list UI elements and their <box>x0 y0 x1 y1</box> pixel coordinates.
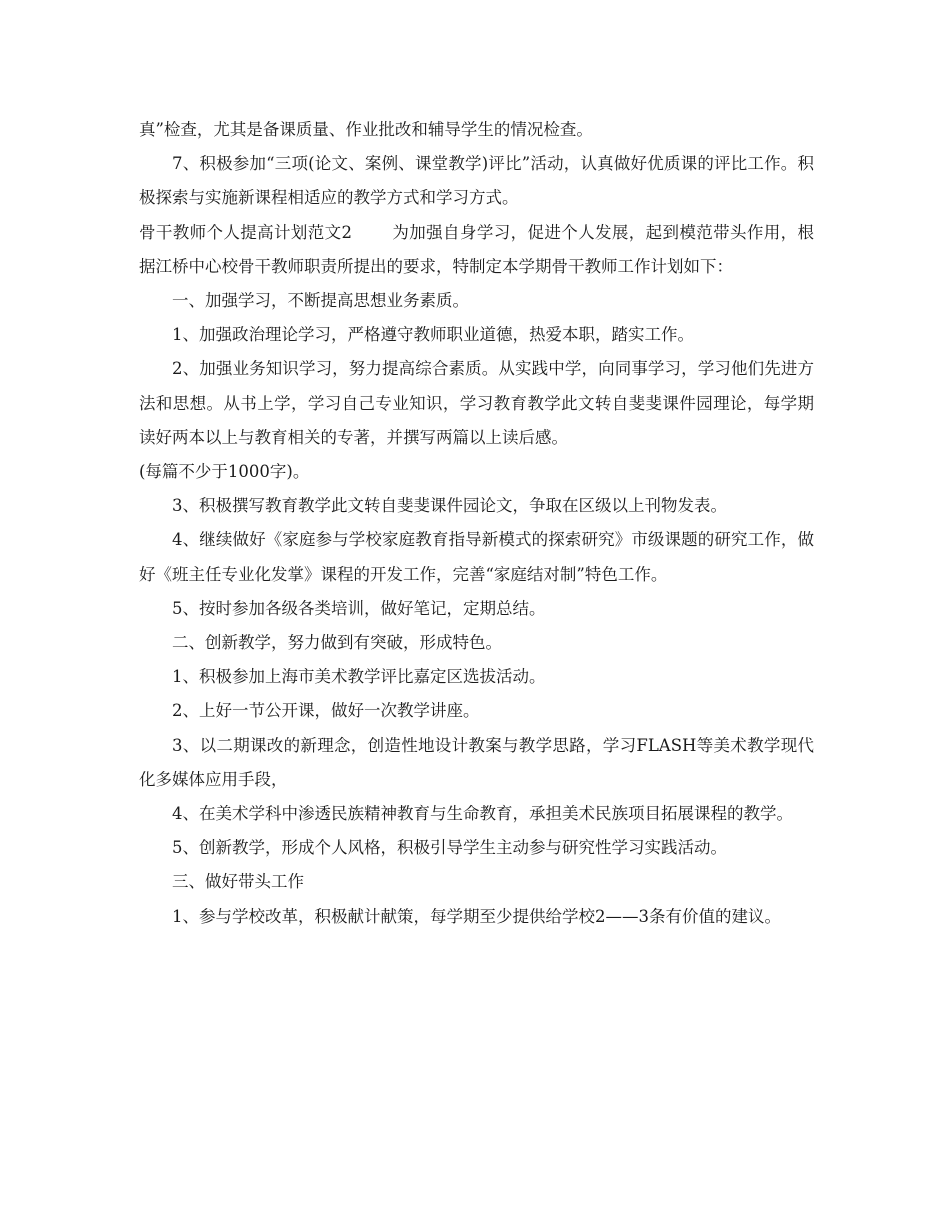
item-political-theory: 1、加强政治理论学习，严格遵守教师职业道德，热爱本职，踏实工作。 <box>172 325 694 345</box>
item-open-class: 2、上好一节公开课，做好一次教学讲座。 <box>172 701 480 721</box>
paragraph-continuation: 真”检查，尤其是备课质量、作业批改和辅导学生的情况检查。 <box>139 120 593 139</box>
section-intro-paragraph <box>139 216 814 284</box>
paragraph-item-7: 7、积极参加“三项(论文、案例、课堂教学)评比”活动，认真做好优质课的评比工作。积极探索与实施新课程相适应的教学方式和学习方式。 <box>139 154 814 208</box>
item-national-spirit: 4、在美术学科中渗透民族精神教育与生命教育，承担美术民族项目拓展课程的教学。 <box>172 804 793 824</box>
item-research-project: 4、继续做好《家庭参与学校家庭教育指导新模式的探索研究》市级课题的研究工作，做好《班主任专业化发掌》课程的开发工作，完善“家庭结对制”特色工作。 <box>139 530 814 584</box>
section-heading: 骨干教师个人提高计划范文2 <box>139 222 353 242</box>
document-body <box>139 113 814 934</box>
item-curriculum-reform: 3、以二期课改的新理念，创造性地设计教案与教学思路，学习FLASH等美术教学现代化多媒体应用手段， <box>139 735 814 789</box>
item-school-reform: 1、参与学校改革，积极献计献策，每学期至少提供给学校2——3条有价值的建议。 <box>172 906 781 926</box>
item-write-papers: 3、积极撰写教育教学此文转自斐斐课件园论文，争取在区级以上刊物发表。 <box>172 496 727 516</box>
heading-leadership: 三、做好带头工作 <box>172 872 304 892</box>
heading-innovative-teaching: 二、创新教学，努力做到有突破，形成特色。 <box>172 633 502 653</box>
section-intro: 为加强自身学习，促进个人发展，起到模范带头作用，根据江桥中心校骨干教师职责所提出的要求，特制定本学期骨干教师工作计划如下： <box>139 222 815 276</box>
item-personal-style: 5、创新教学，形成个人风格，积极引导学生主动参与研究性学习实践活动。 <box>172 838 727 858</box>
item-training: 5、按时参加各级各类培训，做好笔记，定期总结。 <box>172 598 546 618</box>
item-art-competition: 1、积极参加上海市美术教学评比嘉定区选拔活动。 <box>172 667 546 687</box>
heading-strengthen-learning: 一、加强学习，不断提高思想业务素质。 <box>172 291 469 311</box>
item-word-count-note: (每篇不少于1000字)。 <box>139 462 310 482</box>
item-professional-knowledge: 2、加强业务知识学习，努力提高综合素质。从实践中学，向同事学习，学习他们先进方法和思想。从书上学，学习自己专业知识，学习教育教学此文转自斐斐课件园理论，每学期读好两本以上与教育相关的专著，并撰写两篇以上读后感。 <box>139 359 814 447</box>
